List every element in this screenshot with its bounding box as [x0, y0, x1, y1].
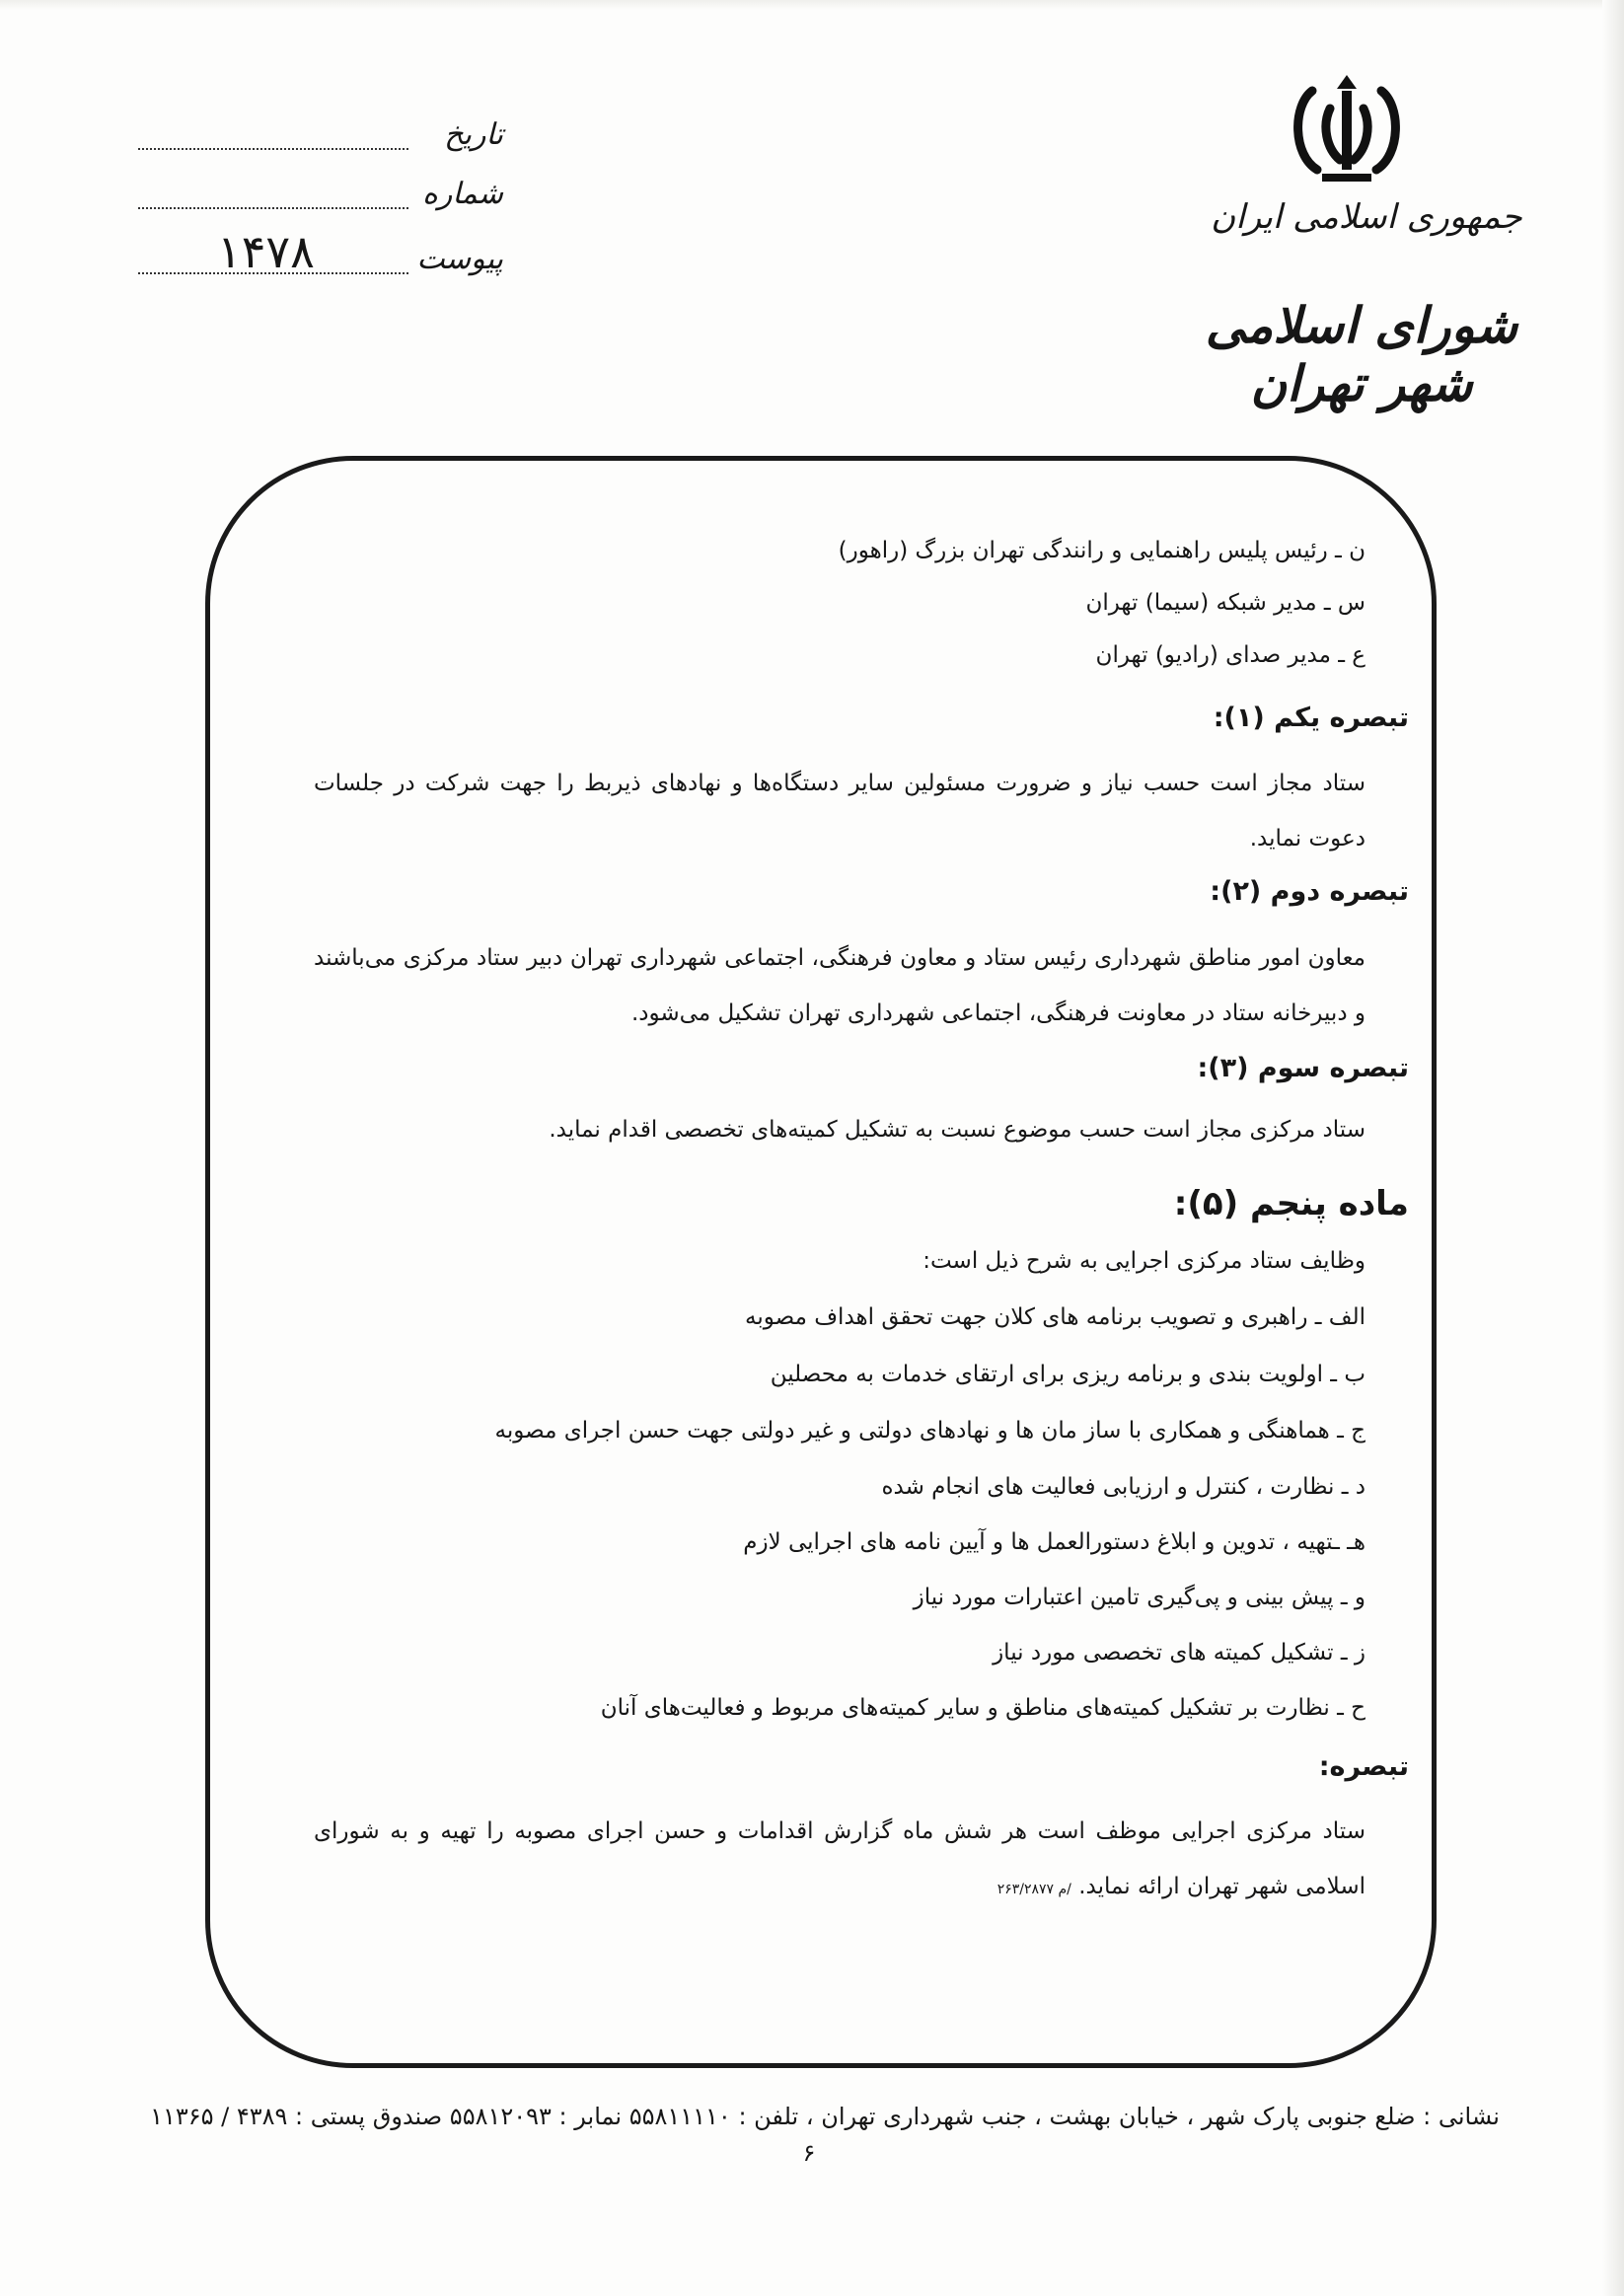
article5-heading: ماده پنجم (۵):: [1173, 1184, 1409, 1223]
list-item: س ـ مدیر شبکه (سیما) تهران: [1085, 590, 1366, 616]
republic-title: جمهوری اسلامی ایران: [1211, 197, 1522, 237]
page-number: ۶: [802, 2139, 816, 2167]
article5-intro: وظایف ستاد مرکزی اجرایی به شرح ذیل است:: [923, 1248, 1366, 1274]
list-item: ج ـ هماهنگی و همکاری با ساز مان ها و نهادهای دولتی و غیر دولتی جهت حسن اجرای مصوبه: [494, 1418, 1366, 1444]
attachment-value: ۱۴۷۸: [217, 225, 315, 278]
scan-shadow-top: [0, 0, 1624, 10]
scan-shadow-edge: [1602, 0, 1624, 2296]
final-note-heading: تبصره:: [1318, 1751, 1409, 1782]
number-line: [138, 207, 408, 209]
note2-heading: تبصره دوم (۲):: [1210, 876, 1409, 907]
number-field: [138, 168, 503, 217]
list-item: د ـ نظارت ، کنترل و ارزیابی فعالیت های انجام شده: [881, 1474, 1366, 1500]
council-title: شورای اسلامی شهر تهران: [1205, 296, 1518, 412]
list-item: ع ـ مدیر صدای (رادیو) تهران: [1095, 642, 1366, 668]
note1-text: ستاد مجاز است حسب نیاز و ضرورت مسئولین سایر دستگاه‌ها و نهادهای ذیربط را جهت شرکت در جلسات دعوت نماید.: [314, 771, 1366, 852]
note3-text: ستاد مرکزی مجاز است حسب موضوع نسبت به تشکیل کمیته‌های تخصصی اقدام نماید.: [549, 1117, 1366, 1143]
iran-emblem-icon: [1283, 71, 1411, 187]
date-line: [138, 148, 408, 150]
note2-text: معاون امور مناطق شهرداری رئیس ستاد و معاون فرهنگی، اجتماعی شهرداری تهران دبیر ستاد مرکزی می‌باشند و دبیرخانه ستاد در معاونت فرهنگی، اجتماعی شهرداری تهران تشکیل می‌شود.: [314, 945, 1366, 1026]
date-field: [138, 109, 503, 158]
date-label: تاریخ: [444, 117, 503, 152]
final-note-body: ستاد مرکزی اجرایی موظف است هر شش ماه گزارش اقدامات و حسن اجرای مصوبه را تهیه و به شورای اسلامی شهر تهران ارائه نماید.: [314, 1818, 1366, 1899]
note1-heading: تبصره یکم (۱):: [1213, 703, 1409, 733]
list-item: هـ ـتهیه ، تدوین و ابلاغ دستورالعمل ها و آیین نامه های اجرایی لازم: [743, 1529, 1366, 1555]
list-item: ح ـ نظارت بر تشکیل کمیته‌های مناطق و سایر کمیته‌های مربوط و فعالیت‌های آنان: [600, 1695, 1366, 1721]
reference-number: /م ۲۶۳/۲۸۷۷: [997, 1882, 1071, 1897]
list-item: ز ـ تشکیل کمیته های تخصصی مورد نیاز: [993, 1640, 1366, 1666]
list-item: ب ـ اولویت بندی و برنامه ریزی برای ارتقای خدمات به محصلین: [770, 1362, 1366, 1387]
attachment-label: پیوست: [416, 242, 503, 276]
note3-heading: تبصره سوم (۳):: [1197, 1053, 1409, 1083]
number-label: شماره: [422, 177, 503, 211]
final-note-text: [314, 1804, 1366, 1917]
list-item: الف ـ راهبری و تصویب برنامه های کلان جهت تحقق اهداف مصوبه: [745, 1304, 1366, 1330]
attachment-field: [138, 225, 503, 282]
list-item: ن ـ رئیس پلیس راهنمایی و رانندگی تهران بزرگ (راهور): [838, 538, 1366, 563]
list-item: و ـ پیش بینی و پی‌گیری تامین اعتبارات مورد نیاز: [913, 1585, 1366, 1610]
footer-address: نشانی : ضلع جنوبی پارک شهر ، خیابان بهشت ، جنب شهرداری تهران ، تلفن : ۵۵۸۱۱۱۱۰ نمابر : ۵۵۸۱۲۰۹۳ صندوق پستی : ۴۳۸۹ / ۱۱۳۶۵: [150, 2103, 1500, 2130]
